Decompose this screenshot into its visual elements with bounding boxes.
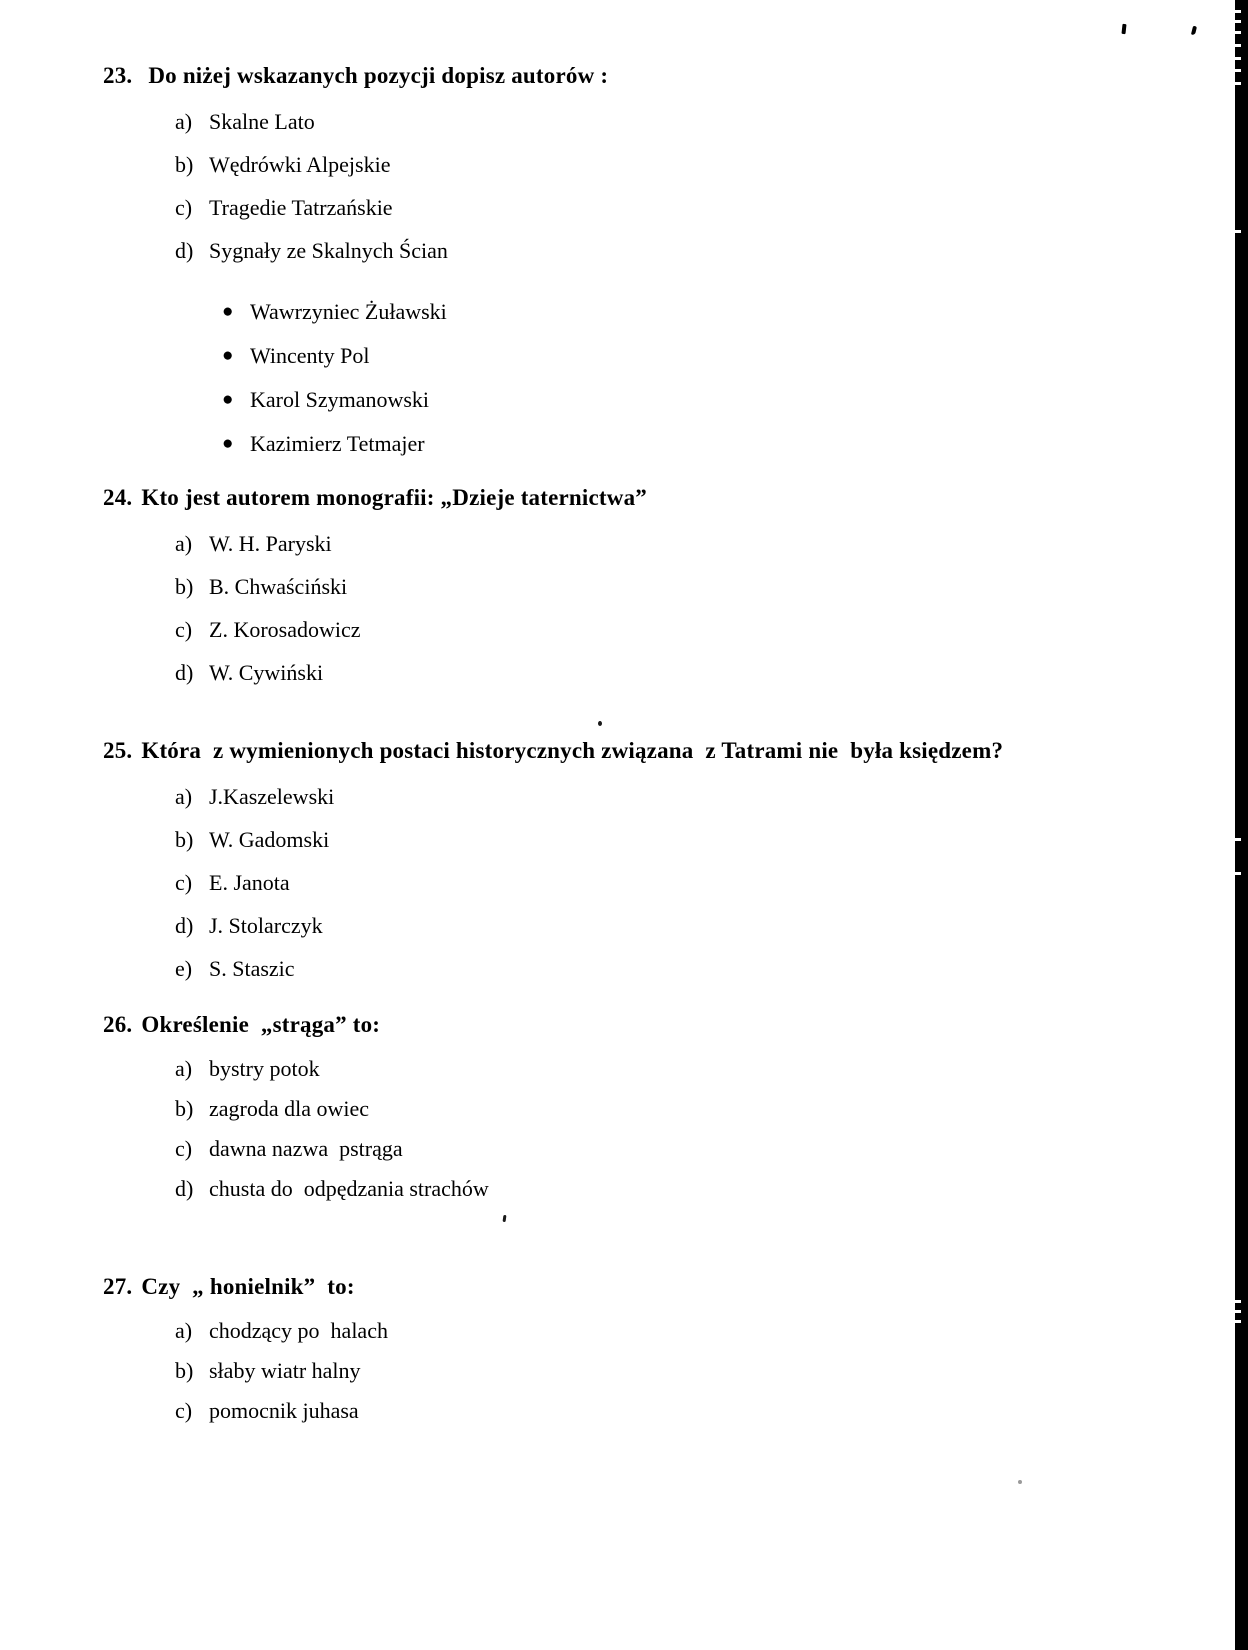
- option-row: [103, 608, 1183, 651]
- bar-notch: [1235, 1300, 1241, 1303]
- author-name: Wincenty Pol: [250, 343, 370, 368]
- bar-notch: [1235, 872, 1241, 875]
- option-label: d): [175, 659, 194, 685]
- option-text: zagroda dla owiec: [209, 1096, 370, 1121]
- option-text: W. Cywiński: [209, 659, 324, 685]
- option-label: e): [175, 955, 193, 981]
- question-25: [103, 737, 1183, 990]
- option-row: [103, 651, 1183, 694]
- option-row: [103, 522, 1183, 565]
- bullet-icon: ●: [222, 345, 234, 366]
- option-text: B. Chwaściński: [209, 573, 348, 599]
- bar-notch: [1235, 20, 1241, 23]
- option-row: [103, 1049, 1183, 1089]
- option-text: W. Gadomski: [209, 826, 330, 852]
- question-text: Która z wymienionych postaci historycznych związana z Tatrami nie była księdzem?: [141, 738, 1004, 763]
- question-23-options: [103, 100, 1183, 272]
- option-label: d): [175, 237, 194, 263]
- bullet-icon: ●: [222, 389, 234, 410]
- question-23-header: [103, 62, 1183, 90]
- question-24-options: [103, 522, 1183, 694]
- option-row: [103, 818, 1183, 861]
- list-item: [103, 378, 1183, 422]
- question-26-header: [103, 1011, 1183, 1039]
- bullet-icon: ●: [222, 301, 234, 322]
- question-number: 27.: [103, 1274, 133, 1299]
- question-26-options: [103, 1049, 1183, 1209]
- option-label: d): [175, 1176, 194, 1201]
- option-row: [103, 186, 1183, 229]
- question-number: 25.: [103, 738, 133, 763]
- author-name: Karol Szymanowski: [250, 387, 430, 412]
- option-text: Z. Korosadowicz: [209, 616, 361, 642]
- question-27-header: [103, 1273, 1183, 1301]
- question-27: [103, 1273, 1183, 1431]
- question-25-header: [103, 737, 1183, 765]
- option-label: b): [175, 1096, 194, 1121]
- option-label: d): [175, 912, 194, 938]
- option-text: Wędrówki Alpejskie: [209, 151, 391, 177]
- option-text: Skalne Lato: [209, 108, 315, 134]
- bar-notch: [1235, 57, 1241, 60]
- option-row: [103, 1089, 1183, 1129]
- option-label: a): [175, 1056, 193, 1081]
- list-item: [103, 290, 1183, 334]
- option-label: a): [175, 108, 193, 134]
- option-text: chusta do odpędzania strachów: [209, 1176, 489, 1201]
- question-number: 24.: [103, 485, 133, 510]
- option-label: c): [175, 869, 193, 895]
- option-row: [103, 1391, 1183, 1431]
- option-text: dawna nazwa pstrąga: [209, 1136, 403, 1161]
- bar-notch: [1235, 82, 1241, 85]
- scan-speck: [1191, 26, 1197, 36]
- bar-notch: [1235, 838, 1241, 841]
- question-number: 26.: [103, 1012, 133, 1037]
- list-item: [103, 334, 1183, 378]
- option-row: [103, 904, 1183, 947]
- scan-edge-bar: [1235, 0, 1248, 1650]
- question-26: [103, 1011, 1183, 1209]
- bar-notch: [1235, 1310, 1241, 1313]
- option-label: a): [175, 783, 193, 809]
- option-row: [103, 100, 1183, 143]
- question-23-author-list: [103, 290, 1183, 466]
- question-text: Do niżej wskazanych pozycji dopisz autorów :: [148, 63, 609, 88]
- option-text: J.Kaszelewski: [209, 783, 335, 809]
- bar-notch: [1235, 44, 1241, 47]
- scan-speck: [1121, 24, 1126, 34]
- bar-notch: [1235, 69, 1241, 72]
- option-row: [103, 1311, 1183, 1351]
- question-text: Czy „ honielnik” to:: [141, 1274, 355, 1299]
- option-row: [103, 775, 1183, 818]
- list-item: [103, 422, 1183, 466]
- option-text: S. Staszic: [209, 955, 295, 981]
- question-23: [103, 62, 1183, 466]
- option-label: b): [175, 573, 194, 599]
- option-text: chodzący po halach: [209, 1318, 388, 1343]
- option-label: a): [175, 1318, 193, 1343]
- option-label: c): [175, 1398, 193, 1423]
- option-row: [103, 565, 1183, 608]
- author-name: Kazimierz Tetmajer: [250, 431, 425, 456]
- option-label: b): [175, 826, 194, 852]
- scan-speck: [1018, 1480, 1022, 1484]
- option-label: c): [175, 1136, 193, 1161]
- question-text: Określenie „strąga” to:: [141, 1012, 381, 1037]
- question-24: [103, 484, 1183, 694]
- option-row: [103, 229, 1183, 272]
- option-text: pomocnik juhasa: [209, 1398, 359, 1423]
- option-label: c): [175, 194, 193, 220]
- option-text: Tragedie Tatrzańskie: [209, 194, 393, 220]
- option-text: bystry potok: [209, 1056, 320, 1081]
- question-24-header: [103, 484, 1183, 512]
- bullet-icon: ●: [222, 433, 234, 454]
- question-25-options: [103, 775, 1183, 990]
- option-text: J. Stolarczyk: [209, 912, 323, 938]
- scan-speck: [503, 1215, 507, 1222]
- option-label: b): [175, 1358, 194, 1383]
- option-label: c): [175, 616, 193, 642]
- question-27-options: [103, 1311, 1183, 1431]
- bar-notch: [1235, 1320, 1241, 1323]
- option-label: b): [175, 151, 194, 177]
- bar-notch: [1235, 31, 1241, 34]
- option-label: a): [175, 530, 193, 556]
- author-name: Wawrzyniec Żuławski: [250, 299, 447, 324]
- scan-speck: [598, 721, 602, 726]
- option-text: W. H. Paryski: [209, 530, 332, 556]
- option-row: [103, 1351, 1183, 1391]
- option-row: [103, 947, 1183, 990]
- bar-notch: [1235, 10, 1241, 13]
- question-text: Kto jest autorem monografii: „Dzieje taternictwa”: [141, 485, 647, 510]
- option-text: słaby wiatr halny: [209, 1358, 361, 1383]
- option-text: Sygnały ze Skalnych Ścian: [209, 237, 448, 263]
- option-text: E. Janota: [209, 869, 290, 895]
- option-row: [103, 1169, 1183, 1209]
- option-row: [103, 143, 1183, 186]
- option-row: [103, 861, 1183, 904]
- bar-notch: [1235, 230, 1241, 233]
- question-number: 23.: [103, 63, 133, 88]
- option-row: [103, 1129, 1183, 1169]
